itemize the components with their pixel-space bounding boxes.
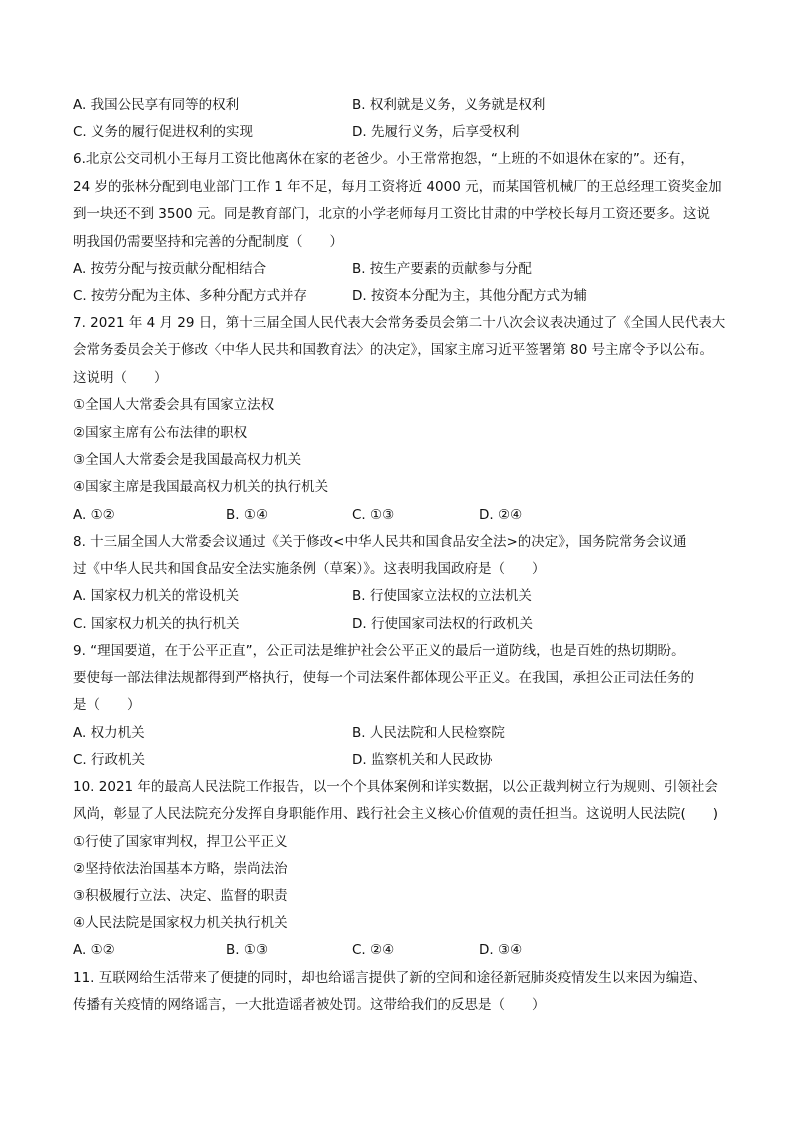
q10-option-c[interactable]: C. ②④ (352, 942, 395, 958)
q5-option-c[interactable]: C. 义务的履行促进权利的实现 (73, 124, 254, 140)
q8-option-a[interactable]: A. 国家权力机关的常设机关 (73, 588, 240, 604)
q10-option-d[interactable]: D. ③④ (479, 942, 523, 958)
q7-option-d[interactable]: D. ②④ (479, 507, 523, 523)
q9-option-d[interactable]: D. 监察机关和人民政协 (352, 752, 493, 768)
q6-stem-line-4: 明我国仍需要坚持和完善的分配制度（ ） (73, 234, 343, 250)
q6-stem-line-1: 6.北京公交司机小王每月工资比他离休在家的老爸少。小王常常抱怨，“上班的不如退休在家的”。还有， (73, 151, 694, 167)
q11-stem-line-2: 传播有关疫情的网络谣言，一大批造谣者被处罚。这带给我们的反思是（ ） (73, 997, 546, 1013)
q9-option-b[interactable]: B. 人民法院和人民检察院 (352, 725, 505, 741)
q10-stem-line-1: 10. 2021 年的最高人民法院工作报告，以一个个具体案例和详实数据，以公正裁判树立行为规则、引领社会 (73, 779, 718, 795)
q7-option-c[interactable]: C. ①③ (352, 507, 395, 523)
q7-statement-3: ③全国人大常委会是我国最高权力机关 (73, 452, 302, 468)
q6-stem-line-2: 24 岁的张林分配到电业部门工作 1 年不足，每月工资将近 4000 元，而某国管机械厂的王总经理工资奖金加 (73, 179, 722, 195)
q6-option-a[interactable]: A. 按劳分配与按贡献分配相结合 (73, 261, 267, 277)
q10-option-a[interactable]: A. ①② (73, 942, 115, 958)
q7-option-b[interactable]: B. ①④ (226, 507, 269, 523)
q6-option-b[interactable]: B. 按生产要素的贡献参与分配 (352, 261, 532, 277)
q7-statement-2: ②国家主席有公布法律的职权 (73, 425, 248, 441)
q5-option-d[interactable]: D. 先履行义务，后享受权利 (352, 124, 520, 140)
q9-option-c[interactable]: C. 行政机关 (73, 752, 146, 768)
q6-option-c[interactable]: C. 按劳分配为主体、多种分配方式并存 (73, 288, 308, 304)
q5-option-a[interactable]: A. 我国公民享有同等的权利 (73, 97, 240, 113)
q9-option-a[interactable]: A. 权力机关 (73, 725, 145, 741)
q7-option-a[interactable]: A. ①② (73, 507, 115, 523)
q10-statement-1: ①行使了国家审判权，捍卫公平正义 (73, 834, 288, 850)
q7-stem-line-2: 会常务委员会关于修改〈中华人民共和国教育法〉的决定》，国家主席习近平签署第 80 号主席令予以公布。 (73, 342, 714, 358)
q6-option-d[interactable]: D. 按资本分配为主，其他分配方式为辅 (352, 288, 587, 304)
q9-stem-line-1: 9. “理国要道，在于公平正直”，公正司法是维护社会公平正义的最后一道防线，也是百姓的热切期盼。 (73, 643, 685, 659)
q10-statement-4: ④人民法院是国家权力机关执行机关 (73, 915, 288, 931)
q7-stem-line-1: 7. 2021 年 4 月 29 日，第十三届全国人民代表大会常务委员会第二十八次会议表决通过了《全国人民代表大 (73, 315, 726, 331)
q7-stem-line-3: 这说明（ ） (73, 370, 168, 386)
q10-stem-line-2: 风尚，彰显了人民法院充分发挥自身职能作用、践行社会主义核心价值观的责任担当。这说明人民法院( ) (73, 806, 719, 822)
q8-stem-line-1: 8. 十三届全国人大常委会议通过《关于修改<中华人民共和国食品安全法>的决定》，国务院常务会议通 (73, 534, 687, 550)
q10-statement-2: ②坚持依法治国基本方略，崇尚法治 (73, 861, 288, 877)
q10-statement-3: ③积极履行立法、决定、监督的职责 (73, 888, 288, 904)
q8-option-d[interactable]: D. 行使国家司法权的行政机关 (352, 616, 533, 632)
q7-statement-1: ①全国人大常委会具有国家立法权 (73, 397, 275, 413)
q11-stem-line-1: 11. 互联网给生活带来了便捷的同时，却也给谣言提供了新的空间和途径新冠肺炎疫情发生以来因为编造、 (73, 970, 707, 986)
q7-statement-4: ④国家主席是我国最高权力机关的执行机关 (73, 479, 329, 495)
q9-stem-line-2: 要使每一部法律法规都得到严格执行，使每一个司法案件都体现公平正义。在我国，承担公正司法任务的 (73, 670, 694, 686)
q6-stem-line-3: 到一块还不到 3500 元。同是教育部门，北京的小学老师每月工资比甘肃的中学校长每月工资还要多。这说 (73, 206, 710, 222)
q5-option-b[interactable]: B. 权利就是义务，义务就是权利 (352, 97, 546, 113)
q8-option-b[interactable]: B. 行使国家立法权的立法机关 (352, 588, 532, 604)
q9-stem-line-3: 是（ ） (73, 697, 141, 713)
q8-option-c[interactable]: C. 国家权力机关的执行机关 (73, 616, 240, 632)
q8-stem-line-2: 过《中华人民共和国食品安全法实施条例（草案）》。这表明我国政府是（ ） (73, 561, 546, 577)
q10-option-b[interactable]: B. ①③ (226, 942, 269, 958)
